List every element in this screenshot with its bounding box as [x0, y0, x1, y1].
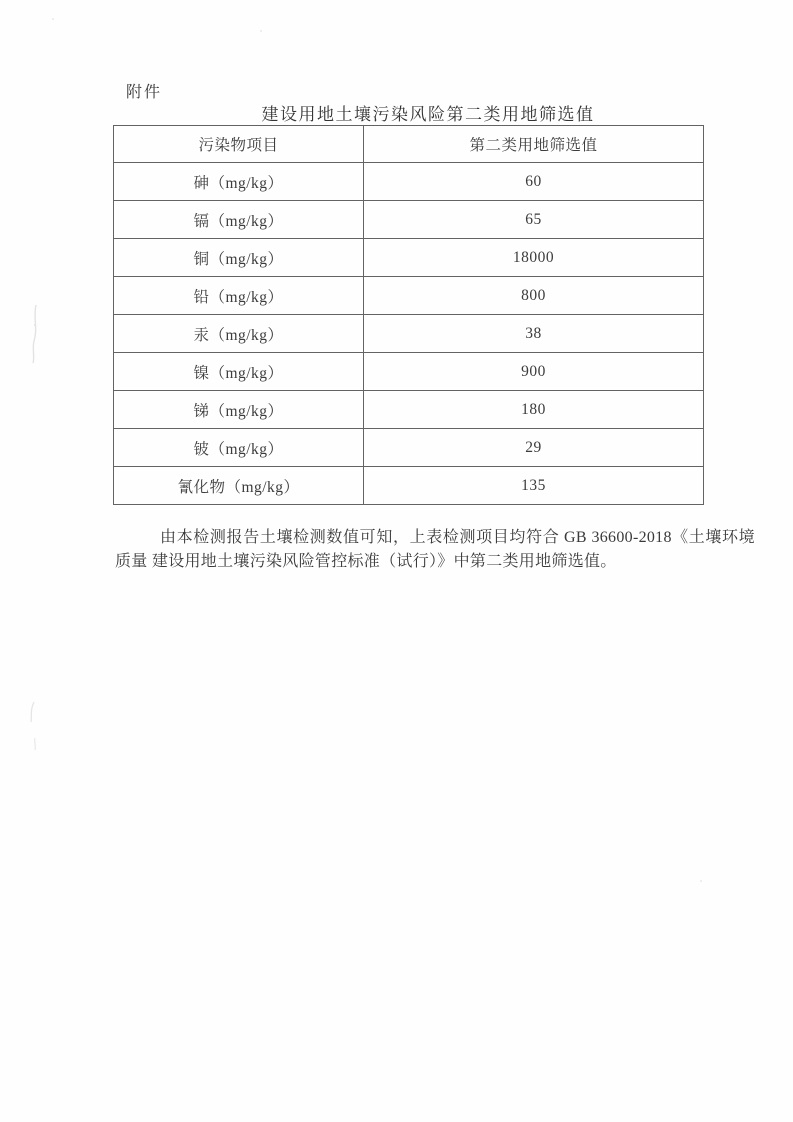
value-cell: 60	[364, 163, 704, 201]
table-header-row	[114, 126, 704, 163]
table-row	[114, 353, 704, 391]
conclusion-paragraph: 由本检测报告土壤检测数值可知，上表检测项目均符合 GB 36600-2018《土壤环境质量 建设用地土壤污染风险管控标准（试行）》中第二类用地筛选值。	[115, 529, 755, 570]
value-cell: 65	[364, 201, 704, 239]
scan-smudge-top	[26, 303, 46, 365]
table-row	[114, 201, 704, 239]
attachment-label: 附件	[126, 84, 163, 101]
scan-speck	[700, 880, 702, 882]
pollutant-cell: 铅（mg/kg）	[114, 277, 364, 315]
table-row	[114, 277, 704, 315]
scan-smudge-bottom	[20, 700, 42, 756]
value-cell: 29	[364, 429, 704, 467]
table-row	[114, 429, 704, 467]
pollutant-cell: 铍（mg/kg）	[114, 429, 364, 467]
value-cell: 135	[364, 467, 704, 505]
table-title: 建设用地土壤污染风险第二类用地筛选值	[261, 105, 595, 124]
table-row	[114, 163, 704, 201]
pollutant-cell: 砷（mg/kg）	[114, 163, 364, 201]
pollutant-cell: 锑（mg/kg）	[114, 391, 364, 429]
pollutant-cell: 铜（mg/kg）	[114, 239, 364, 277]
screening-values-table	[113, 125, 704, 505]
value-cell: 38	[364, 315, 704, 353]
column-header-screening-value: 第二类用地筛选值	[364, 126, 704, 163]
table-row	[114, 315, 704, 353]
pollutant-cell: 镍（mg/kg）	[114, 353, 364, 391]
value-cell: 18000	[364, 239, 704, 277]
column-header-pollutant: 污染物项目	[114, 126, 364, 163]
table-row	[114, 239, 704, 277]
table-row	[114, 391, 704, 429]
value-cell: 800	[364, 277, 704, 315]
value-cell: 180	[364, 391, 704, 429]
pollutant-cell: 汞（mg/kg）	[114, 315, 364, 353]
pollutant-cell: 氰化物（mg/kg）	[114, 467, 364, 505]
pollutant-cell: 镉（mg/kg）	[114, 201, 364, 239]
scan-speck	[52, 18, 54, 20]
scan-speck	[260, 30, 262, 32]
table-row	[114, 467, 704, 505]
value-cell: 900	[364, 353, 704, 391]
